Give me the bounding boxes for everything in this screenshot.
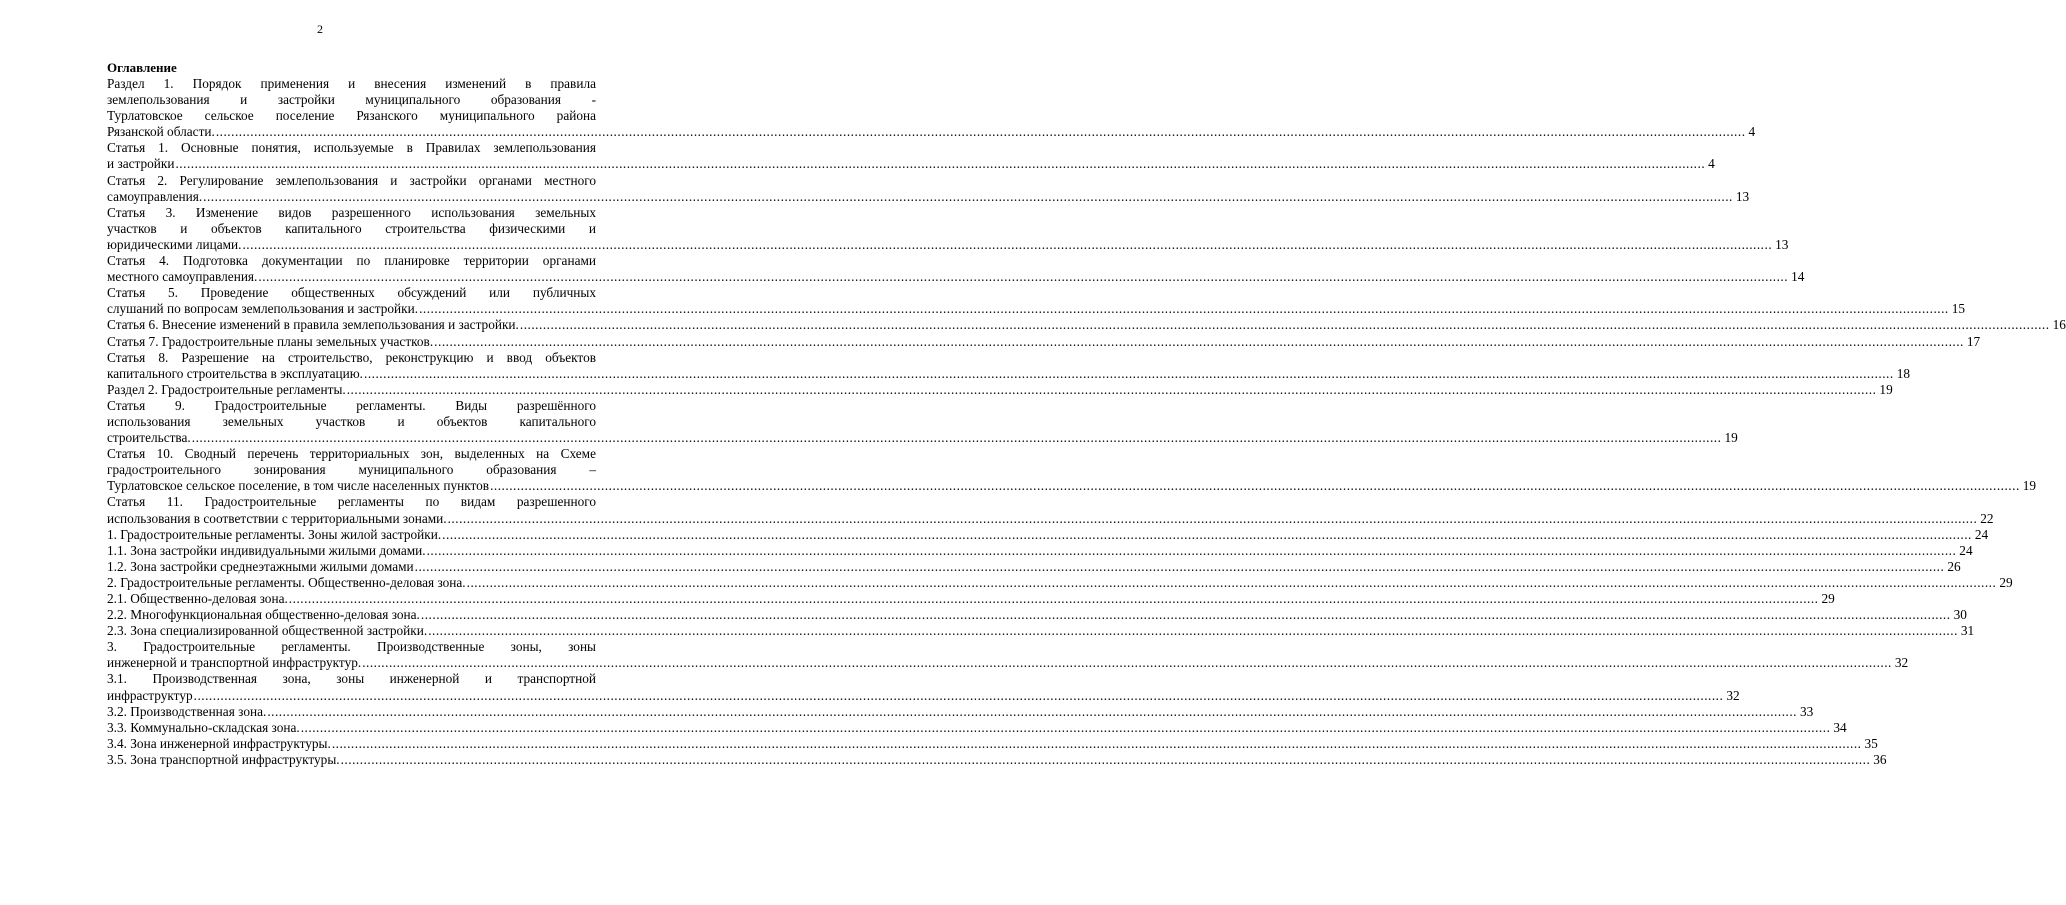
toc-entry-last-line bbox=[107, 526, 1989, 543]
toc-page-number: 30 bbox=[1953, 607, 1967, 623]
dot-leader: ................................................................................................................................................................................................................................................................................................................................................................................................................ bbox=[419, 301, 1949, 317]
toc-page-number: 14 bbox=[1791, 269, 1805, 285]
toc-entry-last-line bbox=[107, 236, 1789, 253]
toc-page-number: 19 bbox=[2022, 478, 2037, 494]
toc-entry-last-line bbox=[107, 735, 1878, 752]
toc-entry-title: 2.3. Зона специализированной общественной застройки. bbox=[107, 623, 428, 639]
toc-entry-title: слушаний по вопросам землепользования и застройки. bbox=[107, 301, 419, 317]
toc-entry-line: Статья 3. Изменение видов разрешенного использования земельных bbox=[107, 204, 596, 220]
toc-entry-title: 1.1. Зона застройки индивидуальными жилыми домами. bbox=[107, 542, 426, 558]
toc-entry[interactable] bbox=[107, 140, 1715, 172]
toc-entry[interactable] bbox=[107, 381, 1893, 398]
toc-entry[interactable] bbox=[107, 639, 1909, 671]
toc-page-number: 4 bbox=[1748, 124, 1756, 140]
toc-entry-last-line bbox=[107, 381, 1893, 398]
dot-leader: ................................................................................................................................................................................................................................................................................................................................................................................................................ bbox=[191, 430, 1722, 446]
toc-entry[interactable] bbox=[107, 76, 1756, 140]
toc-entry[interactable] bbox=[107, 494, 1994, 526]
toc-page-number: 32 bbox=[1726, 687, 1740, 703]
toc-entry-line: Раздел 1. Порядок применения и внесения изменений в правила bbox=[107, 76, 596, 91]
toc-entry-title: местного самоуправления. bbox=[107, 269, 258, 285]
toc-entry-line: Статья 8. Разрешение на строительство, реконструкцию и ввод объектов bbox=[107, 349, 596, 365]
toc-entry-title: инфраструктур bbox=[107, 687, 193, 703]
toc-page-number: 15 bbox=[1951, 301, 1966, 317]
toc-page-number: 13 bbox=[1735, 188, 1750, 204]
dot-leader: ................................................................................................................................................................................................................................................................................................................................................................................................................ bbox=[288, 591, 1819, 606]
toc-entry-last-line bbox=[107, 591, 1835, 607]
dot-leader: ................................................................................................................................................................................................................................................................................................................................................................................................................ bbox=[414, 558, 1945, 574]
dot-leader: ................................................................................................................................................................................................................................................................................................................................................................................................................ bbox=[215, 124, 1746, 140]
toc-entry-title: 3.3. Коммунально-складская зона. bbox=[107, 719, 300, 735]
toc-entry-title: Рязанской области. bbox=[107, 124, 215, 140]
toc-entry-title: юридическими лицами. bbox=[107, 236, 242, 252]
toc-entry-line: 3.1. Производственная зона, зоны инженерной и транспортной bbox=[107, 671, 596, 687]
toc-entry-last-line bbox=[107, 478, 2037, 494]
dot-leader: ................................................................................................................................................................................................................................................................................................................................................................................................................ bbox=[420, 607, 1951, 623]
toc-entry-last-line bbox=[107, 623, 1975, 639]
toc-entry-line: Турлатовское сельское поселение Рязанского муниципального района bbox=[107, 108, 596, 124]
toc-entry-last-line bbox=[107, 558, 1961, 575]
toc-entry-title: капитального строительства в эксплуатацию. bbox=[107, 365, 363, 381]
toc-entry-title: 1. Градостроительные регламенты. Зоны жилой застройки. bbox=[107, 526, 442, 542]
toc-entry[interactable] bbox=[107, 172, 1750, 205]
dot-leader: ................................................................................................................................................................................................................................................................................................................................................................................................................ bbox=[242, 236, 1773, 252]
toc-entry-last-line bbox=[107, 751, 1887, 768]
dot-leader: ................................................................................................................................................................................................................................................................................................................................................................................................................ bbox=[466, 574, 1997, 590]
toc-entry-title: 3.4. Зона инженерной инфраструктуры. bbox=[107, 735, 331, 751]
toc-entry-line: Статья 10. Сводный перечень территориальных зон, выделенных на Схеме bbox=[107, 446, 596, 462]
toc-entries bbox=[107, 76, 2066, 768]
toc-entry-title: 2.1. Общественно-деловая зона. bbox=[107, 591, 288, 606]
toc-entry[interactable] bbox=[107, 446, 2037, 494]
toc-entry[interactable] bbox=[107, 574, 2013, 591]
toc-entry-last-line bbox=[107, 703, 1814, 720]
toc-entry-last-line bbox=[107, 574, 2013, 591]
toc-entry-line: участков и объектов капитального строительства физическими и bbox=[107, 220, 596, 236]
toc-entry-last-line bbox=[107, 188, 1750, 205]
toc-entry-last-line bbox=[107, 317, 2066, 333]
toc-entry[interactable] bbox=[107, 607, 1967, 623]
toc-page-number: 17 bbox=[1966, 333, 1981, 349]
toc-entry[interactable] bbox=[107, 285, 1966, 317]
toc-entry[interactable] bbox=[107, 671, 1740, 703]
toc-entry[interactable] bbox=[107, 397, 1738, 446]
dot-leader: ................................................................................................................................................................................................................................................................................................................................................................................................................ bbox=[346, 381, 1877, 397]
toc-entry-title: 2. Градостроительные регламенты. Общественно-деловая зона. bbox=[107, 574, 466, 590]
toc-entry[interactable] bbox=[107, 253, 1805, 285]
toc-entry[interactable] bbox=[107, 591, 1835, 607]
dot-leader: ................................................................................................................................................................................................................................................................................................................................................................................................................ bbox=[258, 269, 1789, 285]
toc-entry-title: Раздел 2. Градостроительные регламенты. bbox=[107, 381, 346, 397]
toc-entry-title: Статья 7. Градостроительные планы земельных участков. bbox=[107, 333, 434, 349]
toc-page-number: 31 bbox=[1960, 623, 1975, 639]
toc-page-number: 19 bbox=[1724, 430, 1738, 446]
toc-entry-title: самоуправления. bbox=[107, 188, 203, 204]
dot-leader: ................................................................................................................................................................................................................................................................................................................................................................................................................ bbox=[203, 188, 1733, 204]
dot-leader: ................................................................................................................................................................................................................................................................................................................................................................................................................ bbox=[267, 703, 1797, 719]
toc-page-number: 29 bbox=[1821, 591, 1835, 606]
toc-page-number: 36 bbox=[1873, 751, 1887, 767]
dot-leader: ................................................................................................................................................................................................................................................................................................................................................................................................................ bbox=[362, 655, 1892, 671]
toc-entry[interactable] bbox=[107, 526, 1989, 543]
toc-page-number: 22 bbox=[1980, 510, 1994, 526]
toc-entry[interactable] bbox=[107, 542, 1973, 559]
toc-entry-title: 2.2. Многофункциональная общественно-деловая зона. bbox=[107, 607, 420, 623]
toc-entry[interactable] bbox=[107, 719, 1847, 736]
toc-entry[interactable] bbox=[107, 703, 1814, 720]
toc-entry-title: 1.2. Зона застройки среднеэтажными жилыми домами bbox=[107, 558, 414, 574]
dot-leader: ................................................................................................................................................................................................................................................................................................................................................................................................................ bbox=[175, 156, 1706, 172]
dot-leader: ................................................................................................................................................................................................................................................................................................................................................................................................................ bbox=[340, 751, 1871, 767]
toc-entry[interactable] bbox=[107, 558, 1961, 575]
toc-page-number: 34 bbox=[1833, 719, 1847, 735]
toc-page-number: 4 bbox=[1708, 156, 1715, 172]
toc-entry-last-line bbox=[107, 156, 1715, 172]
toc-entry-line: градостроительного зонирования муниципального образования – bbox=[107, 462, 596, 478]
dot-leader: ................................................................................................................................................................................................................................................................................................................................................................................................................ bbox=[193, 687, 1724, 703]
toc-page-number: 24 bbox=[1959, 542, 1973, 558]
toc-entry-last-line bbox=[107, 510, 1994, 527]
toc-entry-title: 3.2. Производственная зона. bbox=[107, 703, 267, 719]
dot-leader: ................................................................................................................................................................................................................................................................................................................................................................................................................ bbox=[364, 365, 1894, 381]
toc-page-number: 32 bbox=[1894, 655, 1909, 671]
toc-entry-line: Статья 5. Проведение общественных обсуждений или публичных bbox=[107, 285, 596, 301]
dot-leader: ................................................................................................................................................................................................................................................................................................................................................................................................................ bbox=[426, 542, 1957, 558]
toc-entry-last-line bbox=[107, 269, 1805, 285]
toc-entry-last-line bbox=[107, 607, 1967, 623]
toc-entry-title: использования в соответствии с территориальными зонами. bbox=[107, 510, 447, 526]
toc-entry-last-line bbox=[107, 124, 1756, 140]
dot-leader: ................................................................................................................................................................................................................................................................................................................................................................................................................ bbox=[331, 735, 1862, 751]
toc-entry-last-line bbox=[107, 719, 1847, 736]
dot-leader: ................................................................................................................................................................................................................................................................................................................................................................................................................ bbox=[442, 526, 1972, 542]
dot-leader: ................................................................................................................................................................................................................................................................................................................................................................................................................ bbox=[300, 719, 1831, 735]
toc-entry-line: землепользования и застройки муниципального образования - bbox=[107, 92, 596, 108]
toc-entry[interactable] bbox=[107, 751, 1887, 768]
toc-page-number: 35 bbox=[1864, 735, 1878, 751]
toc-page-number: 19 bbox=[1879, 381, 1893, 397]
toc-entry-title: строительства. bbox=[107, 430, 191, 446]
toc-page-number: 26 bbox=[1947, 558, 1961, 574]
toc-entry-line: использования земельных участков и объектов капитального bbox=[107, 413, 596, 429]
toc-entry-title: инженерной и транспортной инфраструктур. bbox=[107, 655, 362, 671]
toc-entry-title: Статья 6. Внесение изменений в правила землепользования и застройки. bbox=[107, 317, 519, 333]
toc-page-number: 29 bbox=[1999, 574, 2013, 590]
toc-page-number: 33 bbox=[1800, 703, 1814, 719]
toc-entry-line: Статья 11. Градостроительные регламенты по видам разрешенного bbox=[107, 494, 596, 510]
toc-entry-last-line bbox=[107, 430, 1738, 446]
toc-entry-last-line bbox=[107, 687, 1740, 704]
toc-heading: Оглавление bbox=[107, 60, 177, 75]
dot-leader: ................................................................................................................................................................................................................................................................................................................................................................................................................ bbox=[490, 478, 2020, 494]
table-of-contents bbox=[107, 60, 2066, 768]
toc-entry-title: Турлатовское сельское поселение, в том числе населенных пунктов bbox=[107, 478, 490, 494]
dot-leader: ................................................................................................................................................................................................................................................................................................................................................................................................................ bbox=[519, 317, 2050, 333]
toc-entry[interactable] bbox=[107, 204, 1789, 253]
dot-leader: ................................................................................................................................................................................................................................................................................................................................................................................................................ bbox=[447, 510, 1978, 526]
toc-entry[interactable] bbox=[107, 735, 1878, 752]
toc-entry-last-line bbox=[107, 365, 1910, 382]
toc-entry[interactable] bbox=[107, 349, 1910, 382]
toc-entry-line: 3. Градостроительные регламенты. Производственные зоны, зоны bbox=[107, 639, 596, 655]
dot-leader: ................................................................................................................................................................................................................................................................................................................................................................................................................ bbox=[428, 623, 1958, 639]
toc-entry-line: Статья 4. Подготовка документации по планировке территории органами bbox=[107, 253, 596, 269]
toc-entry-last-line bbox=[107, 301, 1966, 317]
toc-entry-line: Статья 1. Основные понятия, используемые в Правилах землепользования bbox=[107, 140, 596, 156]
page-number: 2 bbox=[317, 22, 323, 36]
toc-entry-last-line bbox=[107, 655, 1909, 671]
toc-entry-last-line bbox=[107, 333, 1981, 350]
toc-page-number: 13 bbox=[1775, 236, 1789, 252]
toc-page-number: 18 bbox=[1896, 365, 1910, 381]
toc-entry[interactable] bbox=[107, 333, 1981, 350]
toc-entry-title: 3.5. Зона транспортной инфраструктуры. bbox=[107, 751, 340, 767]
toc-entry-last-line bbox=[107, 542, 1973, 559]
toc-entry-line: Статья 2. Регулирование землепользования и застройки органами местного bbox=[107, 172, 596, 188]
toc-entry-line: Статья 9. Градостроительные регламенты. Виды разрешённого bbox=[107, 397, 596, 413]
toc-page-number: 24 bbox=[1974, 526, 1989, 542]
toc-entry[interactable] bbox=[107, 623, 1975, 639]
toc-page-number: 16 bbox=[2052, 317, 2066, 333]
toc-entry-title: и застройки bbox=[107, 156, 175, 172]
dot-leader: ................................................................................................................................................................................................................................................................................................................................................................................................................ bbox=[434, 333, 1964, 349]
toc-entry[interactable] bbox=[107, 317, 2066, 333]
